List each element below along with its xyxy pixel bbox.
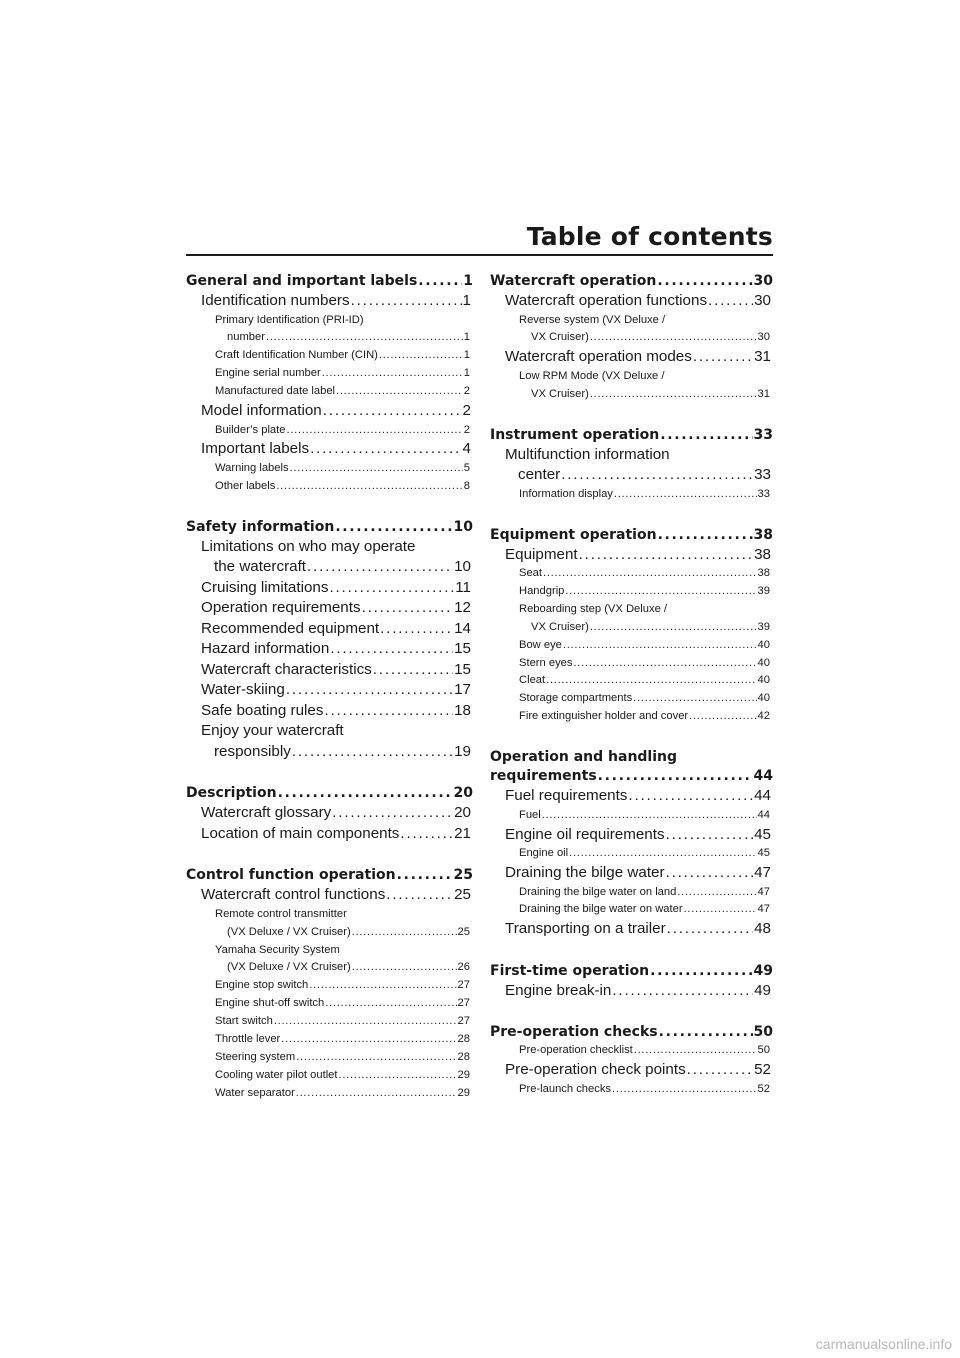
toc-page-number: 17 [454,681,471,699]
toc-page-number: 47 [757,903,770,916]
toc-page-number: 45 [757,847,770,860]
toc-page-number: 50 [753,1024,773,1041]
dot-leader [542,807,757,825]
toc-entry-text: Water separator [215,1086,295,1099]
toc-entry-text: Manufactured date label [215,385,336,398]
dot-leader [666,825,754,846]
toc-page-number: 29 [457,1086,470,1099]
toc-section-heading[interactable] [490,962,773,981]
toc-page-number: 45 [754,825,771,843]
dot-leader [693,347,753,368]
toc-topic[interactable] [186,1067,473,1085]
toc-page-number: 49 [753,962,773,979]
toc-subsection[interactable] [490,981,773,1002]
toc-entry-text: Throttle lever [215,1033,281,1046]
toc-topic[interactable] [186,460,473,478]
toc-page-number: 15 [454,660,471,678]
toc-entry-text: Engine shut-off switch [215,997,325,1010]
toc-topic[interactable] [490,690,773,708]
toc-entry-text: Identification numbers [201,292,350,309]
toc-entry-text: (VX Deluxe / VX Cruiser) [227,961,351,974]
toc-section-heading[interactable] [490,426,773,445]
toc-page-number: 21 [454,824,471,842]
toc-topic[interactable] [490,655,773,673]
dot-leader [590,619,757,637]
toc-section-heading[interactable] [186,518,473,537]
toc-page-number: 40 [757,656,770,669]
toc-topic[interactable] [186,365,473,383]
toc-topic[interactable] [490,583,773,601]
dot-leader [286,680,453,701]
toc-entry-text: Pre-operation checklist [519,1044,633,1057]
toc-topic-line: Low RPM Mode (VX Deluxe / [519,369,665,382]
toc-entry-text: VX Cruiser) [531,331,589,344]
toc-subsection[interactable] [186,701,473,722]
toc-topic[interactable] [490,486,773,504]
toc-subsection[interactable] [490,863,773,884]
dot-leader [386,885,453,906]
toc-entry-text: Information display [519,487,613,500]
toc-topic[interactable] [186,977,473,995]
toc-page-number: 1 [463,349,470,362]
toc-page-number: 47 [754,864,771,881]
dot-leader [332,803,453,824]
dot-leader [628,786,753,807]
toc-subsection[interactable] [490,786,773,807]
toc-entry-text: Storage compartments [519,692,633,705]
dot-leader [612,981,753,1002]
toc-entry-text: Engine oil requirements [505,825,665,843]
dot-leader [266,329,463,347]
toc-entry-text: Transporting on a trailer [505,920,666,938]
toc-subsection[interactable] [186,885,473,906]
toc-topic[interactable] [186,1049,473,1067]
toc-page-number: 10 [453,518,473,535]
dot-leader [380,619,453,640]
toc-topic[interactable] [490,884,773,902]
toc-entry-text: Fuel requirements [505,787,628,805]
dot-leader [352,924,457,942]
toc-page-number: 1 [463,367,470,380]
dot-leader [379,347,463,365]
toc-page-number: 38 [754,545,771,563]
toc-page-number: 30 [753,273,773,289]
toc-entry-text: General and important labels [186,273,418,289]
dot-leader [660,426,752,445]
toc-topic-line: Yamaha Security System [215,943,340,956]
toc-entry-text: Draining the bilge water [505,864,665,881]
toc-page-number: 27 [457,997,470,1010]
toc-page-number: 33 [753,426,773,443]
dot-leader [324,701,453,722]
toc-page-number: 19 [454,742,471,760]
toc-page-number: 39 [757,620,770,633]
toc-entry-text: Warning labels [215,461,289,474]
toc-entry-text: Steering system [215,1051,296,1063]
toc-topic-line: Reboarding step (VX Deluxe / [519,602,668,615]
toc-entry-text: Pre-operation check points [505,1061,686,1079]
dot-leader [287,422,463,440]
toc-page-number: 47 [757,885,770,898]
dot-leader [667,919,753,940]
toc-section-heading[interactable] [490,767,773,786]
toc-page-number: 18 [454,701,471,719]
toc-section [490,962,773,1002]
toc-topic[interactable] [186,995,473,1013]
dot-leader [309,977,456,995]
dot-leader [278,784,453,803]
toc-topic[interactable] [186,329,473,347]
toc-entry-text: Seat [519,567,543,580]
toc-section-heading[interactable] [490,526,773,545]
toc-topic-line: Reverse system (VX Deluxe / [519,313,666,326]
toc-page-number: 14 [454,619,471,637]
toc-subsection[interactable] [490,465,773,486]
toc-topic[interactable] [490,901,773,919]
toc-entry-text: Recommended equipment [201,619,380,637]
toc-subsection[interactable] [186,598,473,619]
toc-entry-text: number [227,331,265,344]
toc-entry-text: Model information [201,402,322,420]
toc-entry-text: responsibly [214,742,291,760]
toc-section-heading-line: Operation and handling [490,749,678,766]
dot-leader [351,291,462,312]
toc-entry-text: Stern eyes [519,656,573,669]
toc-entry-text: Control function operation [186,867,396,884]
toc-page-number: 5 [463,461,470,474]
toc-entry-text: VX Cruiser) [531,387,589,400]
toc-subsection[interactable] [186,619,473,640]
toc-page-number: 33 [754,466,771,484]
dot-leader [329,578,454,599]
toc-entry-text: Safety information [186,518,335,535]
toc-page-number: 38 [757,567,770,580]
dot-leader [659,1023,753,1042]
toc-right-column [490,272,773,1121]
toc-topic[interactable] [186,1085,473,1103]
toc-subsection[interactable] [490,825,773,846]
toc-page-number: 25 [454,886,471,904]
toc-entry-text: Equipment operation [490,526,657,543]
toc-page-number: 29 [457,1068,470,1081]
toc-topic[interactable] [186,422,473,440]
toc-page-number: 2 [463,385,470,398]
toc-entry-text: Watercraft glossary [201,804,332,822]
dot-leader [276,478,462,496]
dot-leader [666,863,754,884]
dot-leader [325,995,456,1013]
toc-topic[interactable] [490,386,773,404]
dot-leader [543,565,757,583]
toc-entry-text: Watercraft operation functions [505,292,708,309]
toc-topic[interactable] [186,383,473,401]
toc-page-number: 44 [753,768,773,785]
toc-page-number: 42 [757,710,770,723]
toc-topic-line: Primary Identification (PRI-ID) [215,313,364,326]
toc-page-number: 31 [757,387,770,400]
toc-topic[interactable] [490,845,773,863]
dot-leader [563,637,757,655]
toc-section-heading[interactable] [186,866,473,885]
toc-entry-text: Fire extinguisher holder and cover [519,710,689,723]
toc-topic[interactable] [490,672,773,690]
toc-entry-text: Equipment [505,545,578,563]
toc-entry-text: Handgrip [519,584,565,597]
toc-page-number: 1 [463,273,473,289]
toc-entry-text: Fuel [519,808,541,821]
toc-topic[interactable] [490,708,773,726]
dot-leader [323,401,462,422]
toc-subsection[interactable] [186,578,473,599]
toc-page-number: 10 [454,558,471,576]
toc-section [490,1023,773,1098]
toc-page-number: 8 [463,479,470,492]
toc-entry-text: Bow eye [519,638,562,651]
toc-entry-text: Watercraft operation [490,273,657,289]
toc-entry-text: Safe boating rules [201,701,324,719]
toc-page-number: 31 [754,348,771,366]
toc-page-number: 20 [453,785,473,802]
toc-topic[interactable] [186,1013,473,1031]
dot-leader [397,866,453,885]
toc-entry-text: center [518,466,561,484]
toc-entry-text: Engine stop switch [215,979,309,992]
toc-entry-text: Engine break-in [505,981,612,999]
toc-page-number: 30 [757,331,770,344]
dot-leader [290,460,463,478]
dot-leader [590,386,757,404]
toc-entry-text: (VX Deluxe / VX Cruiser) [227,925,351,938]
dot-leader [614,486,757,504]
dot-leader [634,1042,757,1060]
dot-leader [274,1013,457,1031]
dot-leader [687,1060,753,1081]
dot-leader [296,1085,457,1103]
toc-entry-text: Pre-launch checks [519,1082,612,1095]
toc-entry-text: Draining the bilge water on water [519,903,683,916]
toc-page-number: 2 [463,423,470,436]
toc-entry-text: Start switch [215,1015,273,1028]
toc-section [490,748,773,940]
toc-entry-text: requirements [490,768,597,785]
toc-topic[interactable] [186,478,473,496]
toc-subsection[interactable] [186,291,473,312]
toc-section [186,272,473,496]
toc-page-number: 4 [462,440,471,458]
toc-subsection[interactable] [490,1060,773,1081]
toc-subsection[interactable] [186,401,473,422]
toc-subsection[interactable] [186,639,473,660]
toc-section [186,784,473,844]
toc-page-number: 50 [757,1044,770,1057]
dot-leader [281,1031,456,1049]
dot-leader [400,824,453,845]
toc-page-number: 11 [455,578,471,596]
dot-leader [650,962,752,981]
dot-leader [569,845,756,863]
toc-page-number: 38 [753,526,773,543]
footer-watermark: carmanualsonline.info [815,1336,952,1352]
toc-page-number: 40 [757,692,770,705]
dot-leader [565,583,756,601]
dot-leader [296,1049,456,1067]
toc-entry-text: Operation requirements [201,599,361,617]
toc-page-number: 40 [757,638,770,651]
title-rule [186,254,773,256]
dot-leader [689,708,756,726]
toc-page-number: 49 [754,981,771,999]
toc-entry-text: Cruising limitations [201,578,329,596]
toc-section-heading[interactable] [490,272,773,291]
toc-entry-text: Hazard information [201,640,330,658]
toc-entry-text: Engine oil [519,847,569,860]
toc-subsection[interactable] [490,291,773,312]
dot-leader [335,518,452,537]
toc-page-number: 28 [457,1033,470,1046]
toc-topic[interactable] [490,565,773,583]
toc-page-number: 52 [754,1061,771,1079]
toc-subsection[interactable] [186,824,473,845]
toc-section-heading[interactable] [186,272,473,291]
toc-entry-text: Water-skiing [201,681,285,699]
toc-page-number: 27 [457,1015,470,1028]
toc-page-number: 1 [463,331,470,344]
toc-page-number: 25 [453,867,473,884]
toc-page-number: 1 [462,292,471,309]
toc-entry-text: Cooling water pilot outlet [215,1068,338,1081]
toc-page-number: 39 [757,584,770,597]
dot-leader [684,901,757,919]
toc-topic[interactable] [490,637,773,655]
dot-leader [561,465,753,486]
toc-page-number: 28 [457,1051,470,1063]
toc-page-number: 44 [757,808,770,821]
toc-entry-text: Cleat [519,674,546,687]
toc-entry-text: Important labels [201,440,310,458]
toc-page-number: 30 [754,292,771,309]
toc-section [490,426,773,504]
toc-subsection[interactable] [186,680,473,701]
toc-page-number: 25 [457,925,470,938]
toc-page-number: 20 [454,804,471,822]
dot-leader [633,690,756,708]
dot-leader [310,439,461,460]
toc-section [490,526,773,727]
toc-entry-text: Location of main components [201,824,400,842]
dot-leader [336,383,463,401]
toc-section [490,272,773,404]
toc-page-number: 52 [757,1082,770,1095]
toc-subsection-line: Multifunction information [505,445,670,463]
toc-section-heading[interactable] [186,784,473,803]
toc-topic[interactable] [490,1081,773,1099]
dot-leader [677,884,756,902]
dot-leader [330,639,453,660]
toc-topic[interactable] [186,959,473,977]
toc-page-number: 33 [757,487,770,500]
toc-entry-text: Engine serial number [215,367,321,380]
toc-page-number: 27 [457,979,470,992]
toc-subsection[interactable] [186,742,473,763]
toc-subsection[interactable] [490,919,773,940]
toc-entry-text: Watercraft control functions [201,886,386,904]
toc-subsection[interactable] [490,347,773,368]
toc-subsection[interactable] [490,545,773,566]
toc-entry-text: Pre-operation checks [490,1024,658,1041]
toc-topic[interactable] [186,1031,473,1049]
toc-page-number: 15 [454,640,471,658]
toc-entry-text: Description [186,785,277,802]
toc-subsection[interactable] [186,660,473,681]
page-title: Table of contents [526,222,773,251]
toc-topic[interactable] [186,924,473,942]
dot-leader [307,557,453,578]
toc-topic[interactable] [490,329,773,347]
toc-topic[interactable] [490,619,773,637]
toc-page-number: 40 [757,674,770,687]
dot-leader [657,272,752,291]
toc-topic[interactable] [490,807,773,825]
toc-entry-text: Instrument operation [490,426,660,443]
toc-entry-text: the watercraft [214,558,307,576]
dot-leader [352,959,457,977]
dot-leader [322,365,463,383]
toc-section [186,866,473,1102]
toc-entry-text: Watercraft operation modes [505,348,692,366]
dot-leader [573,655,756,673]
toc-topic[interactable] [490,1042,773,1060]
dot-leader [658,526,753,545]
dot-leader [339,1067,457,1085]
toc-left-column [186,272,473,1125]
dot-leader [373,660,453,681]
dot-leader [418,272,462,291]
dot-leader [546,672,756,690]
toc-entry-text: Craft Identification Number (CIN) [215,349,378,362]
toc-page-number: 48 [754,920,771,938]
dot-leader [612,1081,757,1099]
toc-topic-line: Remote control transmitter [215,907,347,920]
dot-leader [598,767,753,786]
toc-entry-text: Draining the bilge water on land [519,885,677,898]
dot-leader [708,291,753,312]
dot-leader [579,545,753,566]
dot-leader [292,742,453,763]
toc-subsection-line: Limitations on who may operate [201,537,416,555]
dot-leader [362,598,454,619]
toc-entry-text: Watercraft characteristics [201,660,372,678]
dot-leader [590,329,757,347]
toc-entry-text: VX Cruiser) [531,620,589,633]
toc-entry-text: First-time operation [490,962,650,979]
toc-page-number: 2 [462,402,471,420]
toc-page-number: 44 [754,787,771,805]
toc-entry-text: Other labels [215,479,276,492]
toc-topic[interactable] [186,347,473,365]
toc-section-heading[interactable] [490,1023,773,1042]
toc-subsection-line: Enjoy your watercraft [201,722,344,740]
toc-page-number: 12 [454,599,471,617]
toc-subsection[interactable] [186,557,473,578]
toc-section [186,518,473,763]
toc-entry-text: Builder’s plate [215,423,286,436]
toc-subsection[interactable] [186,803,473,824]
toc-subsection[interactable] [186,439,473,460]
toc-page-number: 26 [457,961,470,974]
